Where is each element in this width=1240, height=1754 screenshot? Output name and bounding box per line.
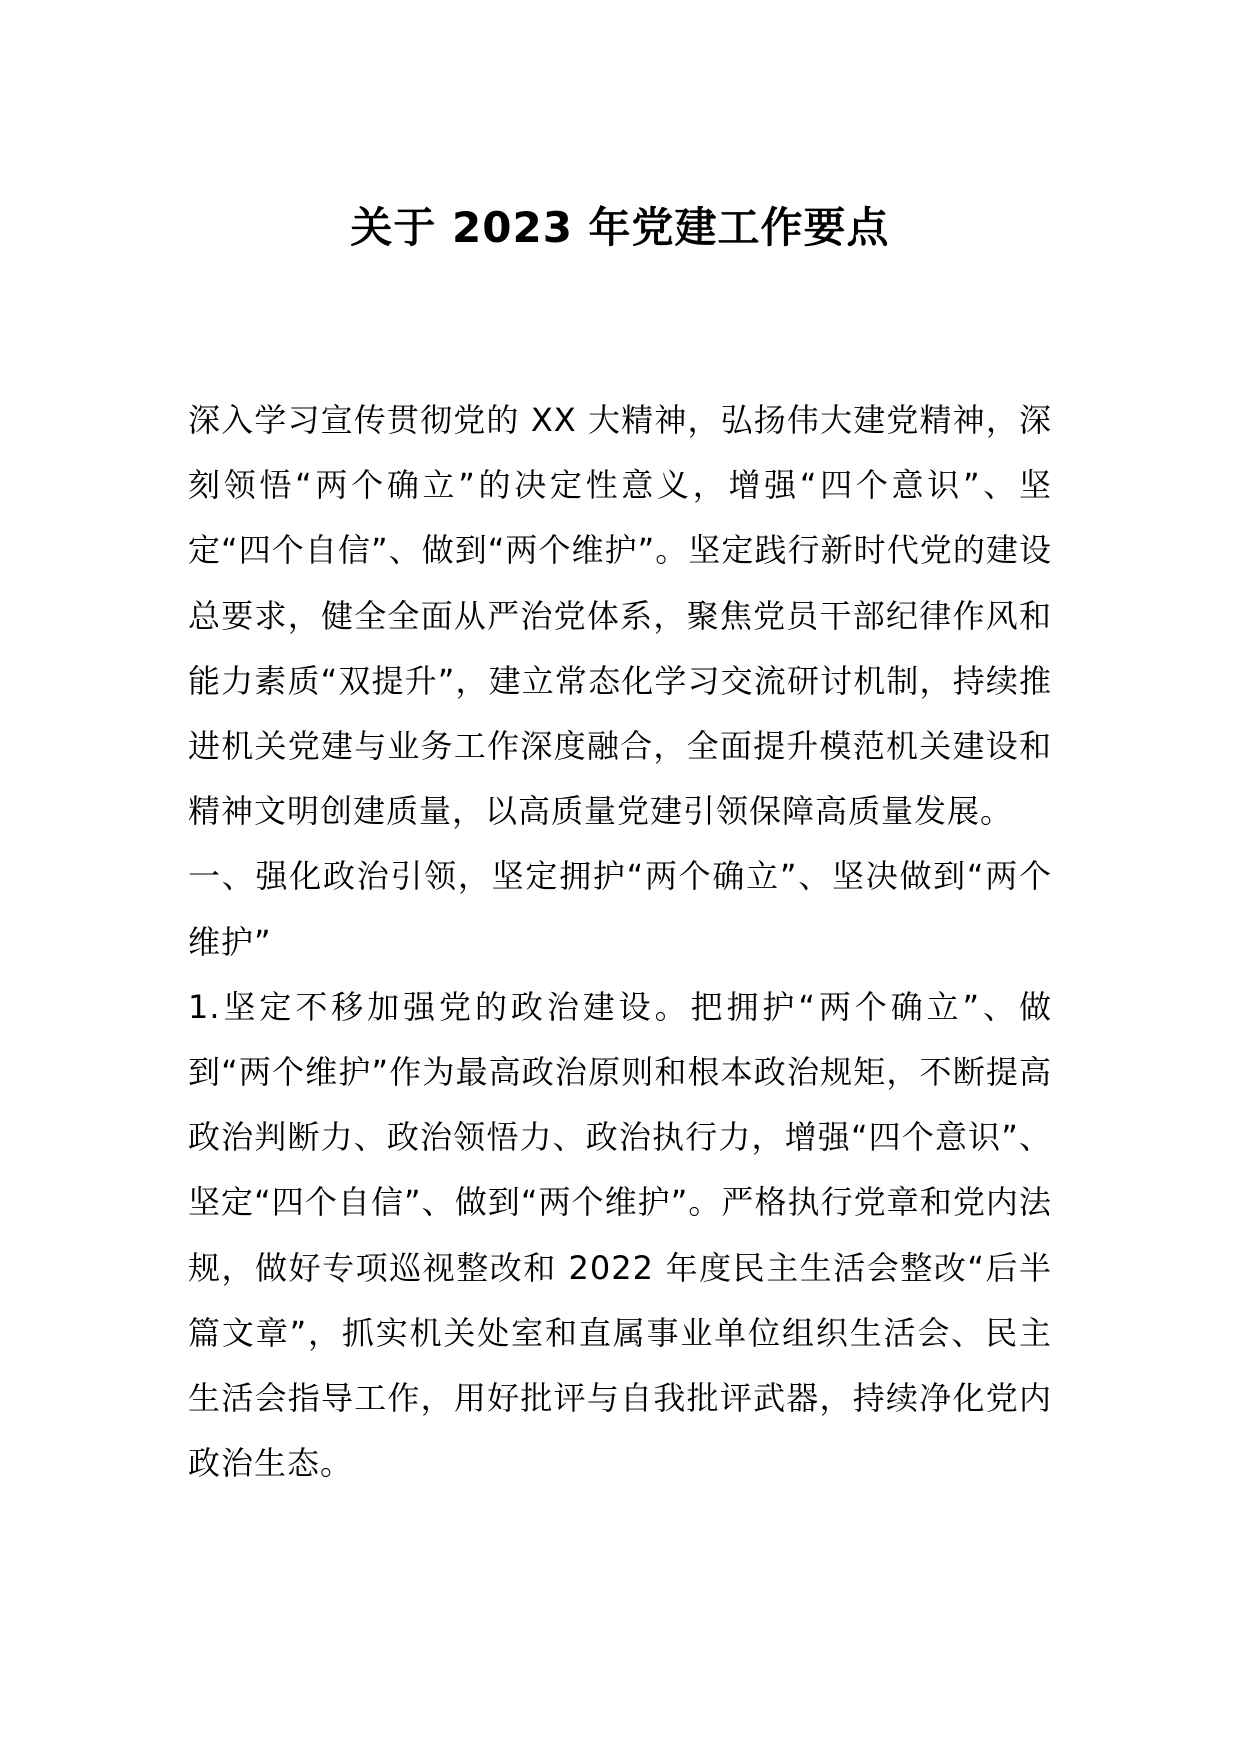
numbered-item-paragraph: 1.坚定不移加强党的政治建设。把拥护“两个确立”、做到“两个维护”作为最高政治原则和根本政治规矩，不断提高政治判断力、政治领悟力、政治执行力，增强“四个意识”、坚定“四个自信”、做到“两个维护”。严格执行党章和党内法规，做好专项巡视整改和 2022 年度民主生活会整改“后半篇文章”，抓实机关处室和直属事业单位组织生活会、民主生活会指导工作，用好批评与自我批评武器，持续净化党内政治生态。: [188, 987, 1052, 1483]
document-title: 关于 2023 年党建工作要点: [350, 203, 890, 252]
intro-paragraph: 深入学习宣传贯彻党的 XX 大精神，弘扬伟大建党精神，深刻领悟“两个确立”的决定性意义，增强“四个意识”、坚定“四个自信”、做到“两个维护”。坚定践行新时代党的建设总要求，健全全面从严治党体系，聚焦党员干部纪律作风和能力素质“双提升”，建立常态化学习交流研讨机制，持续推进机关党建与业务工作深度融合，全面提升模范机关建设和精神文明创建质量，以高质量党建引领保障高质量发展。: [188, 401, 1052, 831]
section-heading: 一、强化政治引领，坚定拥护“两个确立”、坚决做到“两个维护”: [188, 857, 1052, 961]
document-body: [188, 388, 1052, 1496]
